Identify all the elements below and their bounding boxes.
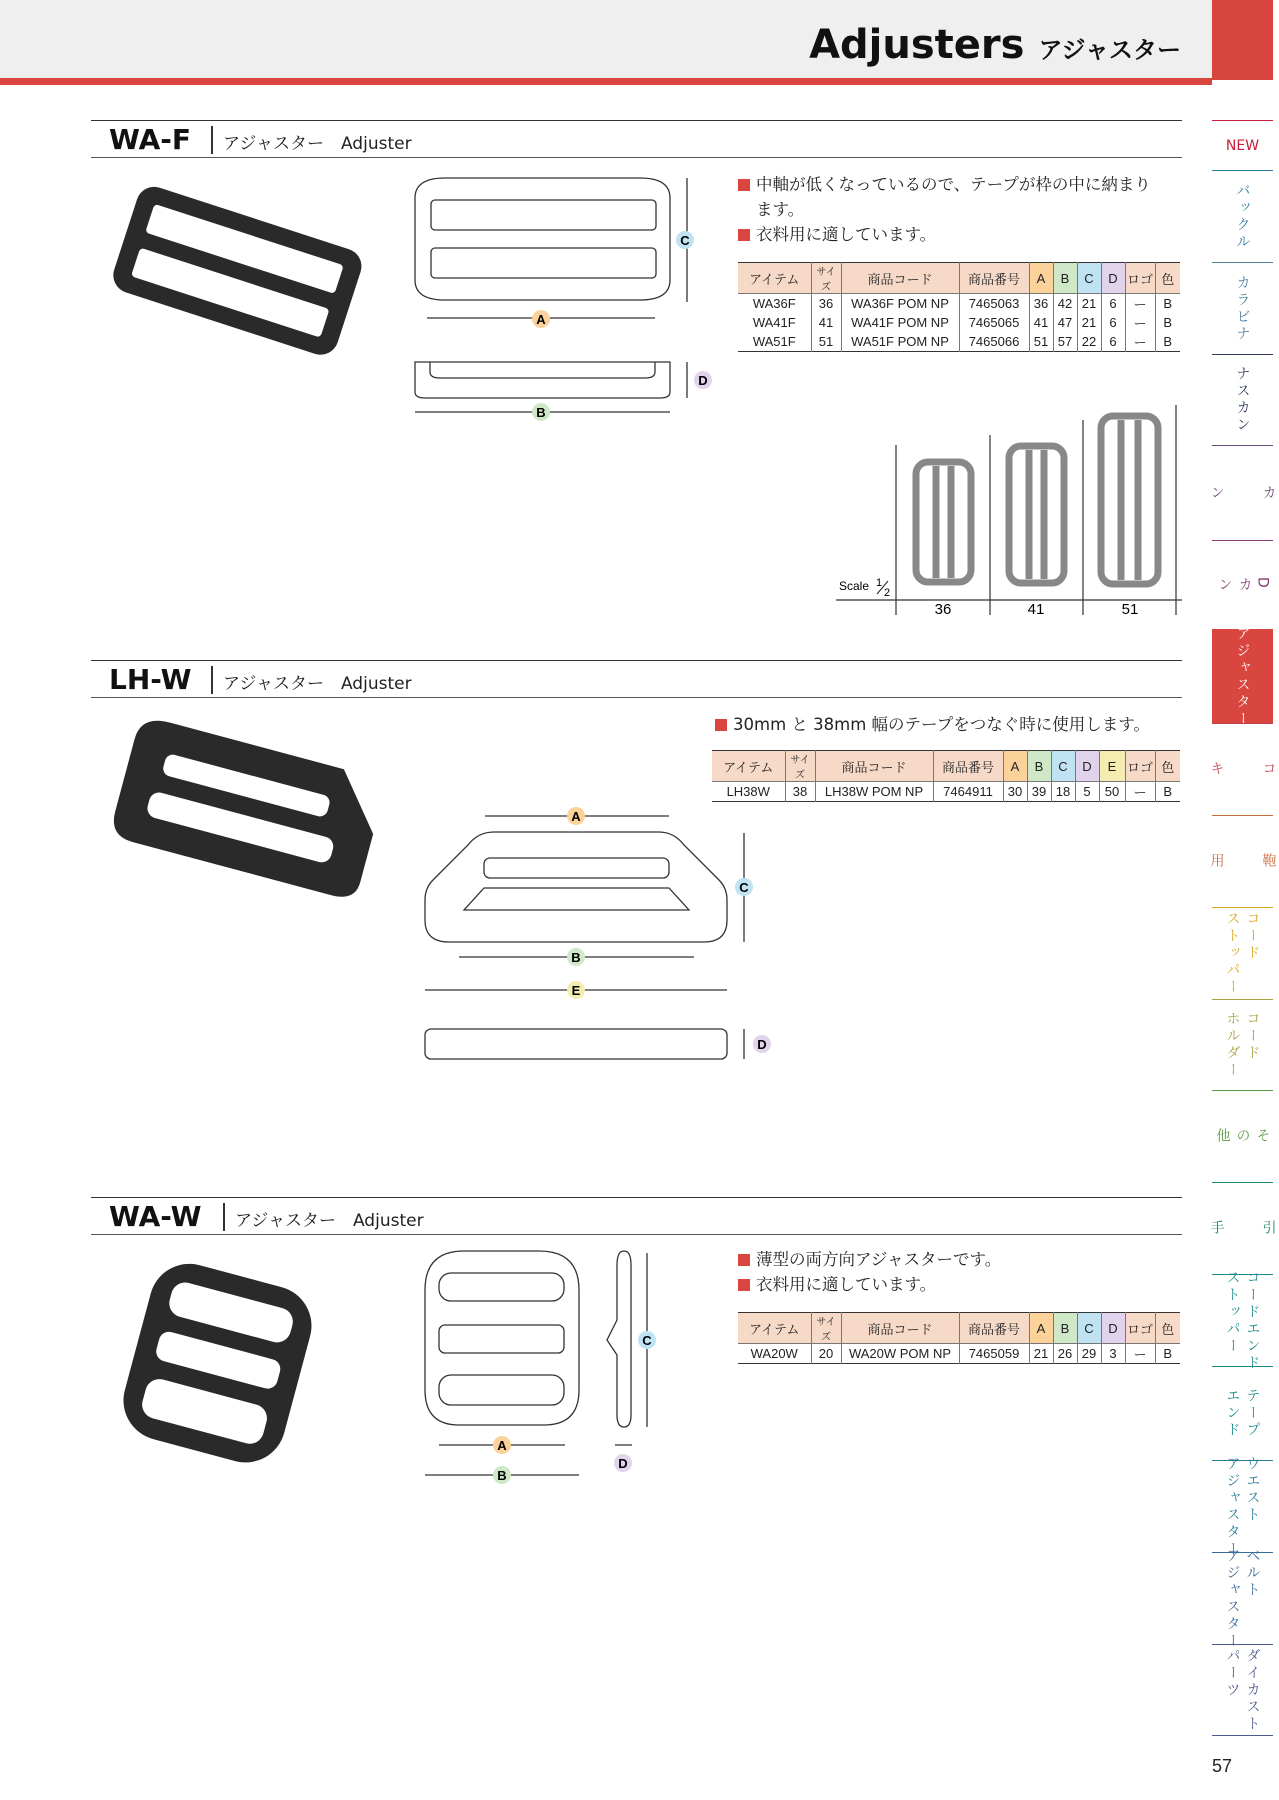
table-cell: ー bbox=[1125, 332, 1155, 352]
table-row bbox=[738, 332, 1180, 352]
table-cell: B bbox=[1155, 1344, 1180, 1364]
dim-c-label: C bbox=[680, 233, 690, 248]
th-c: C bbox=[1077, 263, 1101, 294]
th-d: D bbox=[1101, 1313, 1125, 1344]
sidebar-tab[interactable] bbox=[1208, 1182, 1277, 1274]
dim-c-label: C bbox=[739, 880, 749, 895]
bullet-text: 衣料用に適しています。 bbox=[756, 1275, 937, 1294]
scale-size-41: 41 bbox=[1027, 601, 1045, 618]
dim-b-label: B bbox=[497, 1468, 507, 1483]
table-cell: 7465059 bbox=[959, 1344, 1029, 1364]
table-row bbox=[738, 1344, 1180, 1364]
table-cell: WA36F bbox=[752, 296, 796, 311]
dim-a-label: A bbox=[497, 1438, 507, 1453]
sidebar-tab-label: カラビナ bbox=[1234, 274, 1251, 343]
sidebar-tab-label: そ の 他 bbox=[1214, 1128, 1271, 1145]
th-code: 商品コード bbox=[841, 1313, 959, 1344]
sidebar-tab-label: テープ エンド bbox=[1224, 1388, 1261, 1439]
th-logo: ロゴ bbox=[1125, 263, 1155, 294]
th-a: A bbox=[1029, 263, 1053, 294]
wa-f-photo bbox=[100, 180, 370, 360]
page-title bbox=[809, 22, 1181, 68]
th-c: C bbox=[1077, 1313, 1101, 1344]
th-d: D bbox=[1101, 263, 1125, 294]
sidebar-tab-label: 引 手 bbox=[1208, 1220, 1277, 1237]
table-cell: 42 bbox=[1053, 294, 1077, 314]
sidebar-tab[interactable] bbox=[1212, 999, 1273, 1090]
th-code: 商品コード bbox=[815, 751, 933, 782]
sidebar-tab-label: コード ホルダー bbox=[1224, 1011, 1261, 1079]
scale-size-36: 36 bbox=[934, 601, 952, 618]
product-name: アジャスター Adjuster bbox=[235, 1211, 424, 1231]
table-cell: B bbox=[1155, 332, 1180, 352]
table-cell: 6 bbox=[1101, 313, 1125, 332]
th-item: アイテム bbox=[712, 751, 785, 782]
table-cell: 7465065 bbox=[959, 313, 1029, 332]
sidebar-tab[interactable] bbox=[1212, 120, 1273, 170]
th-size: サイズ bbox=[785, 751, 815, 782]
product-code: LH-W bbox=[109, 663, 192, 696]
sidebar-tab[interactable] bbox=[1212, 1366, 1273, 1460]
dim-a-label: A bbox=[536, 312, 546, 327]
product-name: アジャスター Adjuster bbox=[223, 134, 412, 154]
th-logo: ロゴ bbox=[1125, 751, 1155, 782]
th-size: サイズ bbox=[811, 263, 841, 294]
divider bbox=[211, 666, 213, 694]
th-a: A bbox=[1003, 751, 1027, 782]
table-cell: 41 bbox=[811, 313, 841, 332]
scale-label: Scale bbox=[839, 579, 870, 593]
table-cell: ー bbox=[1125, 294, 1155, 314]
table-cell: ー bbox=[1125, 1344, 1155, 1364]
th-e: E bbox=[1099, 751, 1125, 782]
table-cell: ー bbox=[1125, 782, 1155, 802]
sidebar-tab-label: コ キ bbox=[1208, 761, 1277, 778]
table-cell: 7465066 bbox=[959, 332, 1029, 352]
sidebar-tab[interactable] bbox=[1212, 170, 1273, 262]
sidebar-tab[interactable] bbox=[1212, 625, 1273, 728]
th-number: 商品番号 bbox=[959, 263, 1029, 294]
dim-b-label: B bbox=[536, 405, 546, 420]
table-cell: 41 bbox=[1029, 313, 1053, 332]
table-cell: LH38W bbox=[726, 784, 770, 799]
table-cell: 36 bbox=[811, 294, 841, 314]
th-color: 色 bbox=[1155, 751, 1180, 782]
scale-den: 2 bbox=[884, 587, 891, 599]
table-cell: WA36F POM NP bbox=[841, 294, 959, 314]
sidebar-tab-label: バックル bbox=[1234, 182, 1251, 251]
table-cell: 20 bbox=[811, 1344, 841, 1364]
table-cell: 30 bbox=[1003, 782, 1027, 802]
table-cell: 6 bbox=[1101, 294, 1125, 314]
lh-w-spec-table bbox=[712, 750, 1180, 802]
dim-a-label: A bbox=[571, 809, 581, 824]
table-cell: WA51F bbox=[752, 334, 796, 349]
page-number: 57 bbox=[1212, 1756, 1233, 1776]
wa-f-scale-figure bbox=[836, 400, 1186, 620]
table-cell: 29 bbox=[1077, 1344, 1101, 1364]
table-cell: ー bbox=[1125, 313, 1155, 332]
table-cell: 21 bbox=[1029, 1344, 1053, 1364]
sidebar-tab-label: ナスカン bbox=[1234, 366, 1251, 434]
wa-f-diagram bbox=[405, 170, 715, 430]
table-cell: 51 bbox=[1029, 332, 1053, 352]
th-logo: ロゴ bbox=[1125, 1313, 1155, 1344]
product-code: WA-F bbox=[109, 123, 192, 156]
sidebar-tab-label: ウエスト アジャスター bbox=[1224, 1455, 1261, 1558]
wa-f-spec-table bbox=[738, 262, 1180, 352]
sidebar-tab-label: ベルト アジャスター bbox=[1224, 1547, 1261, 1650]
dim-d-label: D bbox=[757, 1037, 767, 1052]
bullet-text: 中軸が低くなっているので、テープが枠の中に納まり bbox=[756, 175, 1151, 194]
table-cell: 7464911 bbox=[933, 782, 1003, 802]
sidebar-tab[interactable] bbox=[1212, 1269, 1273, 1372]
wa-w-photo bbox=[110, 1258, 325, 1468]
th-code: 商品コード bbox=[841, 263, 959, 294]
th-b: B bbox=[1053, 263, 1077, 294]
table-cell: B bbox=[1155, 782, 1180, 802]
bullet-text: 衣料用に適しています。 bbox=[756, 225, 937, 244]
table-cell: WA20W bbox=[750, 1346, 798, 1361]
header-rule bbox=[0, 78, 1212, 85]
dim-d-label: D bbox=[618, 1456, 628, 1471]
sidebar-tab[interactable] bbox=[1212, 907, 1273, 999]
sidebar-tab[interactable] bbox=[1208, 723, 1277, 815]
table-cell: 21 bbox=[1077, 294, 1101, 314]
th-item: アイテム bbox=[738, 1313, 811, 1344]
wa-f-description bbox=[738, 172, 1188, 247]
sidebar-tab[interactable] bbox=[1212, 540, 1273, 629]
table-cell: 50 bbox=[1099, 782, 1125, 802]
th-a: A bbox=[1029, 1313, 1053, 1344]
sidebar-tab[interactable] bbox=[1212, 262, 1273, 354]
th-number: 商品番号 bbox=[933, 751, 1003, 782]
divider bbox=[211, 126, 213, 154]
th-c: C bbox=[1051, 751, 1075, 782]
bullet-text: 薄型の両方向アジャスターです。 bbox=[756, 1250, 1002, 1269]
lh-w-diagram bbox=[419, 800, 779, 1070]
title-jp: アジャスター bbox=[1038, 36, 1181, 64]
header-red-block bbox=[1212, 0, 1273, 80]
scale-size-51: 51 bbox=[1121, 601, 1139, 618]
sidebar-tab[interactable] bbox=[1212, 1547, 1273, 1650]
table-row bbox=[738, 294, 1180, 314]
table-cell: 3 bbox=[1101, 1344, 1125, 1364]
dim-d-label: D bbox=[698, 373, 708, 388]
table-cell: 39 bbox=[1027, 782, 1051, 802]
sidebar-tab[interactable] bbox=[1208, 445, 1277, 540]
bullet-text: 30mm と 38mm 幅のテープをつなぐ時に使用します。 bbox=[733, 715, 1150, 734]
table-cell: 38 bbox=[785, 782, 815, 802]
section-header-wa-f bbox=[91, 120, 1182, 158]
sidebar-tab-label: 鞄 用 bbox=[1208, 853, 1277, 870]
sidebar-tab-label: D カ ン bbox=[1216, 576, 1271, 594]
sidebar-tab[interactable] bbox=[1212, 354, 1273, 445]
dim-c-label: C bbox=[642, 1333, 652, 1348]
th-size: サイズ bbox=[811, 1313, 841, 1344]
wa-w-description bbox=[738, 1247, 1188, 1297]
table-cell: 21 bbox=[1077, 313, 1101, 332]
wa-w-diagram bbox=[419, 1245, 679, 1495]
table-cell: B bbox=[1155, 313, 1180, 332]
scale-num: 1 bbox=[876, 577, 883, 589]
table-cell: 26 bbox=[1053, 1344, 1077, 1364]
sidebar-tab[interactable] bbox=[1212, 1455, 1273, 1558]
table-cell: 6 bbox=[1101, 332, 1125, 352]
table-cell: 5 bbox=[1075, 782, 1099, 802]
lh-w-description bbox=[715, 712, 1185, 737]
table-cell: 18 bbox=[1051, 782, 1075, 802]
dim-b-label: B bbox=[571, 950, 581, 965]
table-cell: 36 bbox=[1029, 294, 1053, 314]
th-color: 色 bbox=[1155, 1313, 1180, 1344]
table-cell: 57 bbox=[1053, 332, 1077, 352]
table-cell: WA41F POM NP bbox=[841, 313, 959, 332]
table-cell: WA20W POM NP bbox=[841, 1344, 959, 1364]
product-name: アジャスター Adjuster bbox=[223, 674, 412, 694]
sidebar-tab-label: NEW bbox=[1225, 137, 1260, 154]
sidebar-tab-label: コードエンド ストッパー bbox=[1224, 1269, 1261, 1372]
table-cell: 47 bbox=[1053, 313, 1077, 332]
sidebar-tab[interactable] bbox=[1212, 1090, 1273, 1182]
table-cell: 51 bbox=[811, 332, 841, 352]
table-cell: WA41F bbox=[752, 315, 796, 330]
section-header-lh-w bbox=[91, 660, 1182, 698]
title-en: Adjusters bbox=[809, 22, 1025, 68]
th-item: アイテム bbox=[738, 263, 811, 294]
lh-w-photo bbox=[100, 720, 390, 900]
dim-e-label: E bbox=[571, 983, 581, 998]
table-row bbox=[738, 313, 1180, 332]
table-cell: WA51F POM NP bbox=[841, 332, 959, 352]
divider bbox=[223, 1203, 225, 1231]
th-color: 色 bbox=[1155, 263, 1180, 294]
th-b: B bbox=[1027, 751, 1051, 782]
th-b: B bbox=[1053, 1313, 1077, 1344]
table-cell: 7465063 bbox=[959, 294, 1029, 314]
sidebar-tab[interactable] bbox=[1212, 1644, 1273, 1736]
table-cell: 22 bbox=[1077, 332, 1101, 352]
table-cell: B bbox=[1155, 294, 1180, 314]
bullet-text-cont: ます。 bbox=[756, 200, 805, 219]
th-number: 商品番号 bbox=[959, 1313, 1029, 1344]
section-header-wa-w bbox=[91, 1197, 1182, 1235]
table-row bbox=[712, 782, 1180, 802]
sidebar-tab-label: アジャスター bbox=[1234, 625, 1251, 728]
wa-w-spec-table bbox=[738, 1312, 1180, 1364]
sidebar-tab-label: コード ストッパー bbox=[1224, 911, 1261, 996]
sidebar-tab[interactable] bbox=[1208, 815, 1277, 907]
product-code: WA-W bbox=[109, 1200, 202, 1233]
sidebar-tab-label: カ ン bbox=[1208, 484, 1277, 502]
th-d: D bbox=[1075, 751, 1099, 782]
sidebar-tab-label: ダイカスト パーツ bbox=[1224, 1647, 1261, 1733]
table-cell: LH38W POM NP bbox=[815, 782, 933, 802]
